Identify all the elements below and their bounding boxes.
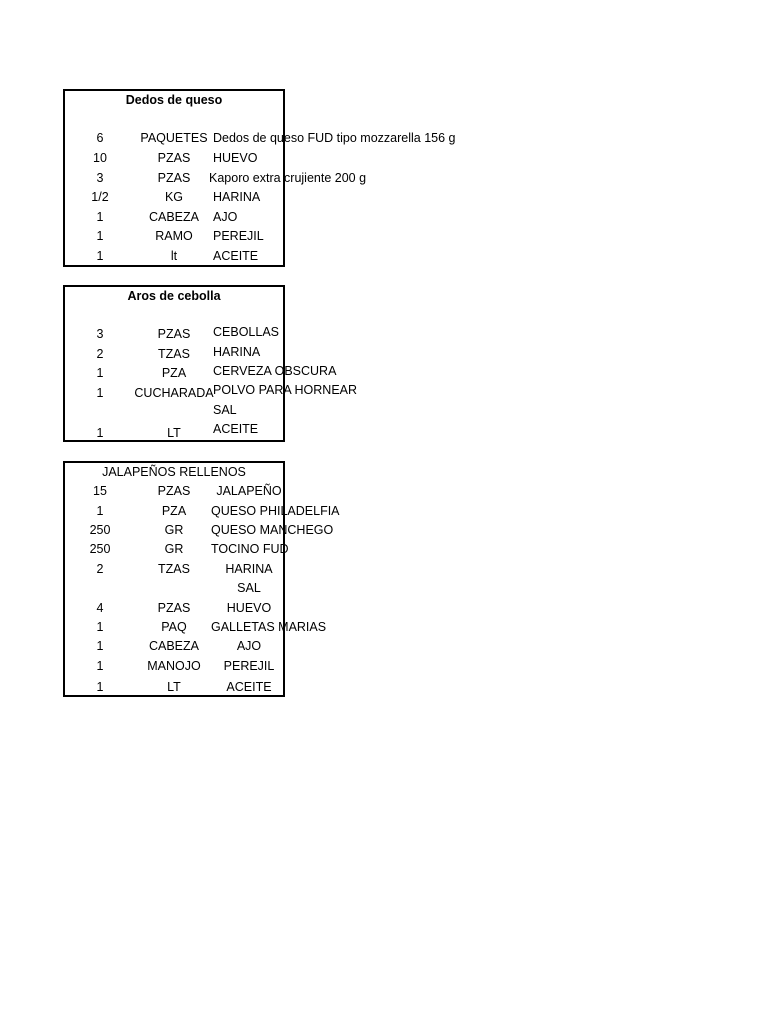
unit-cell: CABEZA [148,210,199,224]
item-cell: CERVEZA OBSCURA [213,364,337,378]
qty-cell: 3 [96,171,104,185]
qty-cell: 250 [89,542,111,556]
qty-cell: 1 [96,504,104,518]
item-cell: SAL [213,403,237,417]
recipe-title: Dedos de queso [125,93,223,107]
item-cell: GALLETAS MARIAS [211,620,327,634]
unit-cell: CABEZA [148,639,199,653]
qty-cell: 2 [96,347,104,361]
qty-cell: 1 [96,639,104,653]
unit-cell: PZAS [157,327,191,341]
unit-cell: PAQUETES [140,131,208,145]
item-cell: HARINA [213,190,261,204]
item-cell: TOCINO FUD [211,542,289,556]
unit-cell: PZA [161,366,187,380]
recipe-title: JALAPEÑOS RELLENOS [102,465,246,479]
qty-cell: 1 [96,386,104,400]
item-cell: HUEVO [226,601,272,615]
unit-cell: MANOJO [147,659,201,673]
recipe-title: Aros de cebolla [127,289,221,303]
item-cell: HARINA [213,345,261,359]
unit-cell: KG [164,190,184,204]
qty-cell: 2 [96,562,104,576]
item-cell: HUEVO [213,151,258,165]
item-cell: ACEITE [226,680,272,694]
item-cell: QUESO PHILADELFIA [211,504,340,518]
item-cell: QUESO MANCHEGO [211,523,334,537]
item-cell: ACEITE [213,249,259,263]
unit-cell: PZAS [157,484,191,498]
qty-cell: 1 [96,229,104,243]
qty-cell: 1 [96,680,104,694]
qty-cell: 1 [96,249,104,263]
item-cell: Kaporo extra crujiente 200 g [209,171,367,185]
item-cell: CEBOLLAS [213,325,280,339]
unit-cell: TZAS [158,347,190,361]
unit-cell: RAMO [155,229,193,243]
unit-cell: GR [164,542,184,556]
unit-cell: PZA [161,504,187,518]
unit-cell: lt [170,249,178,263]
qty-cell: 4 [96,601,104,615]
unit-cell: LT [167,680,181,694]
item-cell: PEREJIL [213,229,264,243]
qty-cell: 3 [96,327,104,341]
qty-cell: 1 [96,620,104,634]
item-cell: ACEITE [213,422,259,436]
qty-cell: 1 [96,366,104,380]
unit-cell: PZAS [157,151,191,165]
item-cell: POLVO PARA HORNEAR [213,383,358,397]
unit-cell: PZAS [157,171,191,185]
qty-cell: 6 [96,131,104,145]
qty-cell: 1 [96,210,104,224]
qty-cell: 1 [96,426,104,440]
unit-cell: LT [167,426,181,440]
unit-cell: PZAS [157,601,191,615]
qty-cell: 1 [96,659,104,673]
qty-cell: 15 [93,484,107,498]
item-cell: PEREJIL [223,659,275,673]
unit-cell: GR [164,523,184,537]
item-cell: AJO [236,639,262,653]
qty-cell: 10 [93,151,107,165]
item-cell: Dedos de queso FUD tipo mozzarella 156 g [213,131,456,145]
unit-cell: CUCHARADA [134,386,214,400]
unit-cell: TZAS [158,562,190,576]
item-cell: SAL [237,581,261,595]
item-cell: HARINA [225,562,273,576]
qty-cell: 250 [89,523,111,537]
qty-cell: 1/2 [91,190,109,204]
item-cell: AJO [213,210,238,224]
item-cell: JALAPEÑO [216,484,282,498]
unit-cell: PAQ [161,620,187,634]
